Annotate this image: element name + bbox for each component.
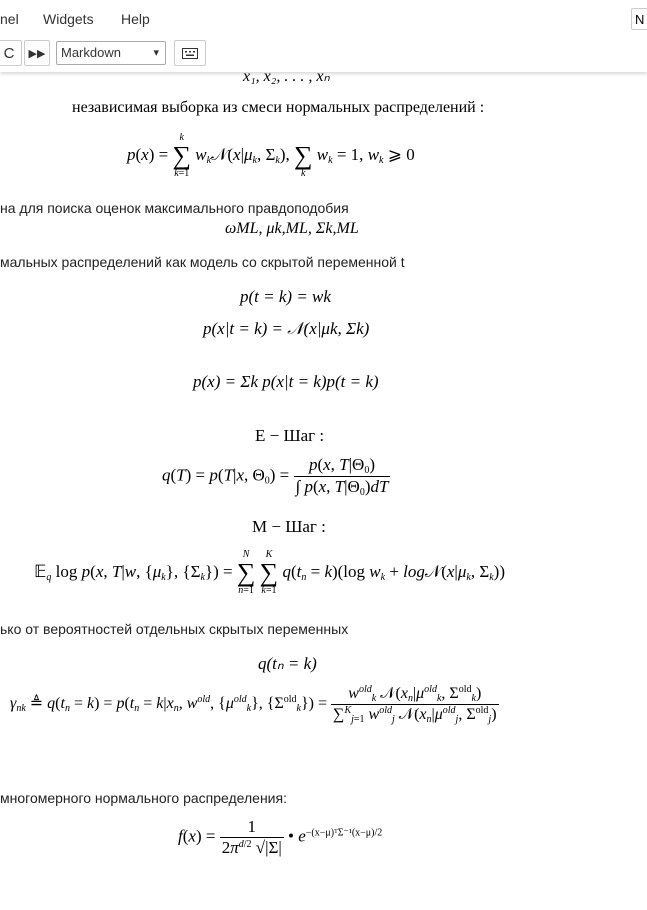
math-q-tn: q(tₙ = k) xyxy=(258,654,317,673)
math-responsibility: $\gamma_{nk}$ ≜ $q(t_n = k) = p(t_n = k|x_n$, $w^{old}$, $\{\mu^{old}_k\}$, $\{\Sigma^{old}_k\}$) = $\frac{w^{old}_k 𝒩(x_n|\mu^{old}_k, \Sigma^{old}_k)}{\sum^K_{j=1} w^{old}_j 𝒩(x_n|\mu^{old}_j, \Sigma^{old}_j)}$ xyxy=(10,684,497,725)
math-ml-params: ωML, μk,ML, Σk,ML xyxy=(225,220,359,237)
menu-help[interactable]: Help xyxy=(121,11,150,27)
notebook-content xyxy=(0,72,647,910)
restart-button[interactable] xyxy=(0,40,22,66)
keyboard-shortcuts-button[interactable] xyxy=(174,40,206,66)
mvn-text: многомерного нормального распределения: xyxy=(0,790,287,806)
menubar xyxy=(0,0,647,38)
ml-text: на для поиска оценок максимального правдоподобия xyxy=(0,200,349,216)
math-mvn-density: f(x) = $\frac{1}{2\pi^{d/2} √|\Sigma|}$ • $e^{-(x-\mu)ᵀ\Sigma^{-1}(x-\mu)/2}$ xyxy=(178,817,383,857)
fast-forward-icon: ▶▶ xyxy=(28,47,46,60)
chevron-down-icon: ▾ xyxy=(153,47,159,59)
math-mixture-density: p(x) = k ∑ k=1 $w_k𝒩(x|\mu_k$, $\Sigma_k$), ∑ k $w_k = 1$, $w_k$ ⩾ 0 xyxy=(127,132,415,179)
menu-kernel[interactable]: nel xyxy=(0,11,19,27)
run-all-button[interactable] xyxy=(24,40,50,66)
math-posterior: q(T) = p(T|x, $\Theta_0$) = $\frac{p(x, T|\Theta_0)}{\int p(x, T|\Theta_0)dT}$ xyxy=(162,455,389,498)
math-expected-loglik: 𝔼$_q$ log p(x, T|w, $\{\mu_k\}$, $\{\Sigma_k\}$) = N ∑ n=1 K ∑ k=1 $q(t_n = k)(\log$ $w_k$ + $\log 𝒩(x|\mu_k$, $\Sigma_k$)) xyxy=(34,549,505,596)
keyboard-icon xyxy=(182,48,198,59)
sample-description: независимая выборка из смеси нормальных распределений : xyxy=(72,99,485,116)
model-text: мальных распределений как модель со скрытой переменной t xyxy=(0,254,405,270)
m-step-heading: M − Шаг : xyxy=(252,517,326,536)
math-prior: p(t = k) = wk xyxy=(240,287,331,306)
e-step-heading: E − Шаг : xyxy=(255,426,325,445)
math-marginal: p(x) = Σk p(x|t = k)p(t = k) xyxy=(193,372,379,391)
cell-type-value: Markdown xyxy=(61,45,121,60)
cell-type-select[interactable] xyxy=(56,41,166,65)
menu-widgets[interactable]: Widgets xyxy=(43,11,94,27)
toolbar xyxy=(0,38,647,72)
latent-text: ько от вероятностей отдельных скрытых переменных xyxy=(0,621,349,637)
math-sample-vars: x₁, x₂, . . . , xₙ xyxy=(243,72,330,85)
restart-icon: C xyxy=(3,44,15,62)
math-conditional: p(x|t = k) = 𝒩(x|μk, Σk) xyxy=(203,319,370,338)
kernel-indicator[interactable]: N xyxy=(631,8,647,30)
